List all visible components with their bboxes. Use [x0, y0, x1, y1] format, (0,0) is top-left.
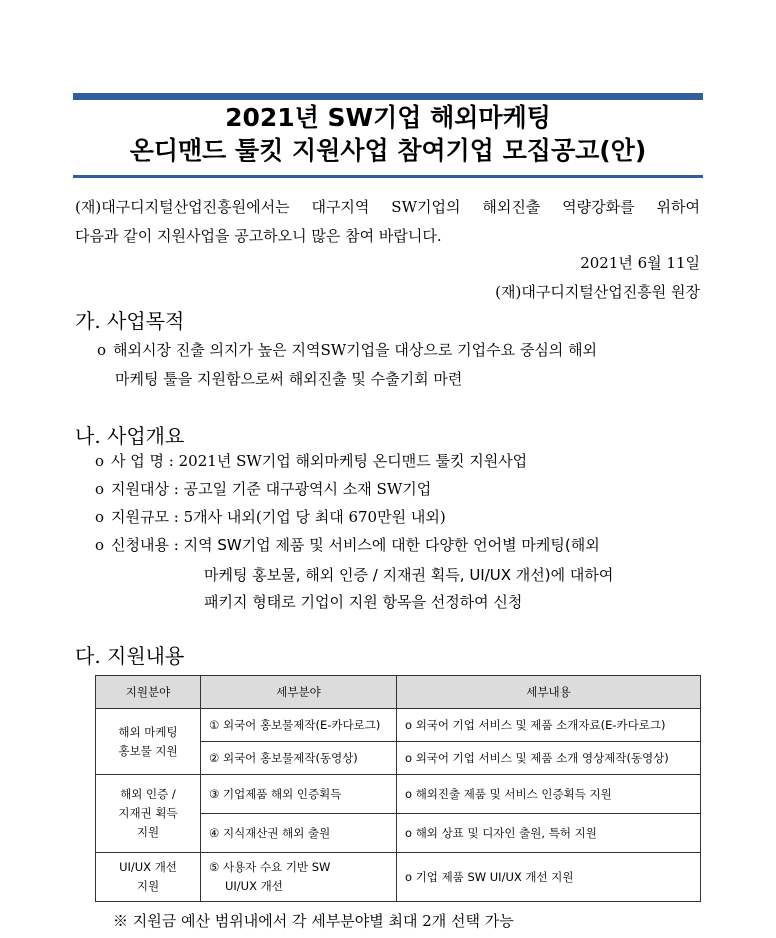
section-na-heading: 나. 사업개요 [75, 424, 185, 448]
item-value: 2021년 SW기업 해외마케팅 온디맨드 툴킷 지원사업 [178, 452, 528, 470]
overview-item-target: o 지원대상 : 공고일 기준 대구광역시 소재 SW기업 [95, 475, 431, 504]
purpose-line-1: 해외시장 진출 의지가 높은 지역SW기업을 대상으로 기업수요 중심의 해외 [113, 341, 598, 359]
header-subfield: 세부분야 [201, 676, 397, 709]
item-label: 사 업 명 [111, 452, 165, 470]
subfield-cell: ② 외국어 홍보물제작(동영상) [201, 742, 397, 775]
overview-item-content: o 신청내용 : 지역 SW기업 제품 및 서비스에 대한 다양한 언어별 마케팅(해외 [95, 531, 600, 560]
category-certification: 해외 인증 / 지재권 획득 지원 [96, 775, 201, 853]
header-detail: 세부내용 [397, 676, 701, 709]
footnote: ※ 지원금 예산 범위내에서 각 세부분야별 최대 2개 선택 가능 [113, 912, 514, 930]
subfield-cell: ① 외국어 홍보물제작(E-카다로그) [201, 709, 397, 742]
subfield-cell: ④ 지식재산권 해외 출원 [201, 814, 397, 853]
overview-item-scale: o 지원규모 : 5개사 내외(기업 당 최대 670만원 내외) [95, 503, 446, 532]
table-row [96, 775, 701, 814]
content-continuation-1: 마케팅 홍보물, 해외 인증 / 지재권 획득, UI/UX 개선)에 대하여 [204, 566, 614, 584]
purpose-line-2: 마케팅 툴을 지원함으로써 해외진출 및 수출기회 마련 [115, 370, 463, 388]
intro-line-1: (재)대구디지털산업진흥원에서는 대구지역 SW기업의 해외진출 역량강화를 위하여 [75, 198, 700, 216]
content-continuation-2: 패키지 형태로 기업이 지원 항목을 선정하여 신청 [204, 593, 523, 611]
item-value: 공고일 기준 대구광역시 소재 SW기업 [183, 480, 432, 498]
subfield-cell: ⑤ 사용자 수요 기반 SW UI/UX 개선 [201, 853, 397, 902]
section-ga-heading: 가. 사업목적 [75, 309, 185, 333]
page-title [73, 101, 703, 167]
title-line-2: 온디맨드 툴킷 지원사업 참여기업 모집공고(안) [129, 136, 647, 165]
item-label: 지원대상 [111, 480, 169, 498]
header-field: 지원분야 [96, 676, 201, 709]
announcement-signer: (재)대구디지털산업진흥원 원장 [495, 283, 700, 301]
item-value: 지역 SW기업 제품 및 서비스에 대한 다양한 언어별 마케팅(해외 [183, 536, 600, 554]
detail-cell: o 해외진출 제품 및 서비스 인증획득 지원 [397, 775, 701, 814]
detail-cell: o 외국어 기업 서비스 및 제품 소개자료(E-카다로그) [397, 709, 701, 742]
category-marketing: 해외 마케팅 홍보물 지원 [96, 709, 201, 775]
title-top-rule [73, 93, 703, 100]
announcement-date: 2021년 6월 11일 [580, 254, 700, 272]
intro-paragraph [75, 193, 700, 251]
table-row [96, 709, 701, 742]
subfield-cell: ③ 기업제품 해외 인증획득 [201, 775, 397, 814]
title-line-1: 2021년 SW기업 해외마케팅 [225, 103, 551, 132]
intro-line-2: 다음과 같이 지원사업을 공고하오니 많은 참여 바랍니다. [75, 227, 442, 245]
title-bottom-rule [73, 175, 703, 178]
table-header-row [96, 676, 701, 709]
overview-item-name: o 사 업 명 : 2021년 SW기업 해외마케팅 온디맨드 툴킷 지원사업 [95, 447, 527, 476]
detail-cell: o 해외 상표 및 디자인 출원, 특허 지원 [397, 814, 701, 853]
detail-cell: o 기업 제품 SW UI/UX 개선 지원 [397, 853, 701, 902]
bullet-mark: o [97, 341, 107, 359]
section-ga-bullet [97, 339, 597, 360]
table-row [96, 853, 701, 902]
detail-cell: o 외국어 기업 서비스 및 제품 소개 영상제작(동영상) [397, 742, 701, 775]
item-label: 신청내용 [111, 536, 169, 554]
item-label: 지원규모 [111, 508, 169, 526]
item-value: 5개사 내외(기업 당 최대 670만원 내외) [183, 508, 446, 526]
support-table [95, 675, 701, 902]
section-da-heading: 다. 지원내용 [75, 644, 185, 668]
category-uiux: UI/UX 개선 지원 [96, 853, 201, 902]
